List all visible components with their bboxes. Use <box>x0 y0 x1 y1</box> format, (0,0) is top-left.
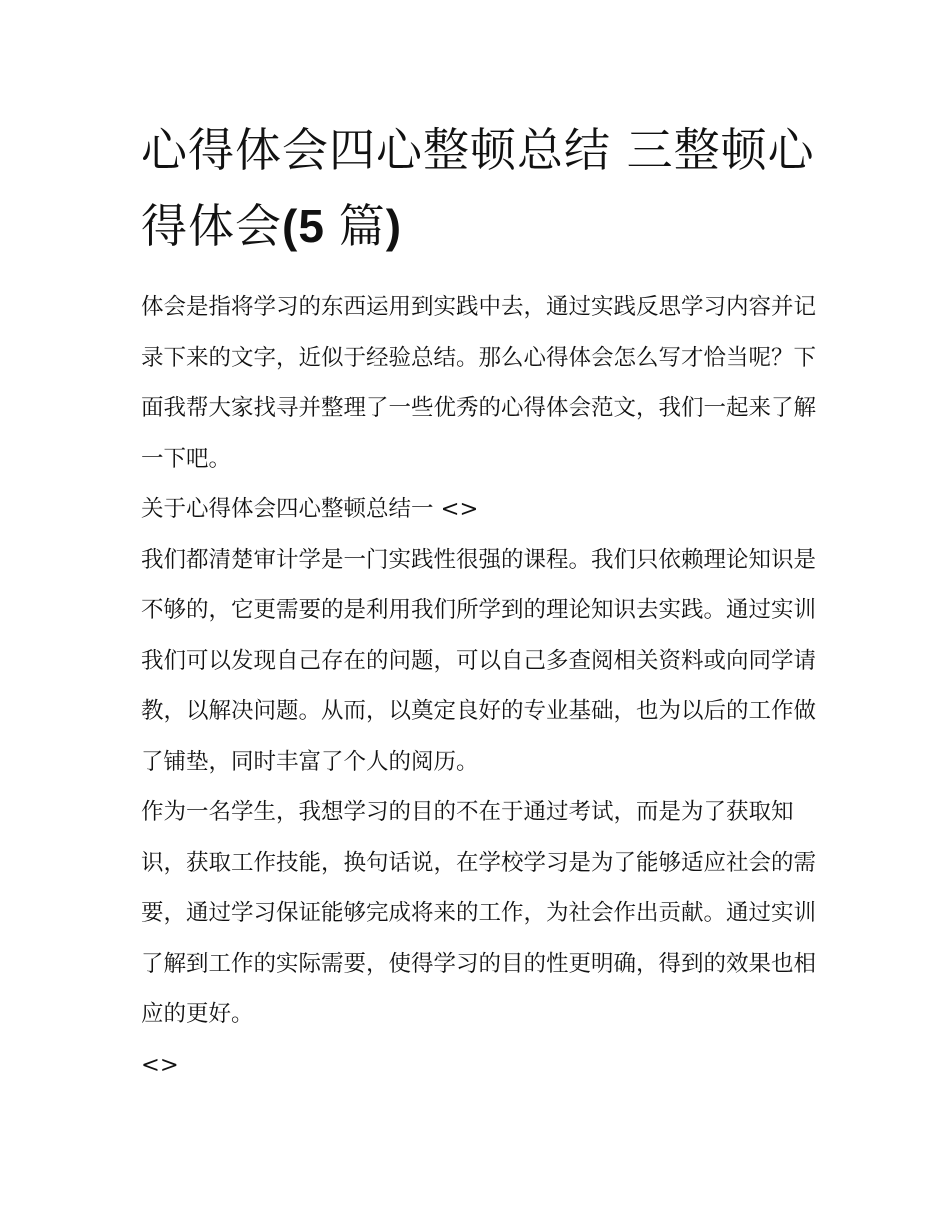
document-title <box>141 112 821 264</box>
title-count-open: (5 <box>282 200 339 252</box>
body-paragraph-2: 作为一名学生，我想学习的目的不在于通过考试，而是为了获取知识，获取工作技能，换句话说，在学校学习是为了能够适应社会的需要，通过学习保证能够完成将来的工作，为社会作出贡献。通过实训了解到工作的实际需要，使得学习的目的性更明确，得到的效果也相应的更好。 <box>141 799 817 1027</box>
document-page <box>141 112 821 1090</box>
title-text-cn: 心得体会四心整顿总结 三整顿心得体会 <box>141 123 815 253</box>
section-marker: <> <box>141 1051 179 1078</box>
intro-paragraph: 体会是指将学习的东西运用到实践中去，通过实践反思学习内容并记录下来的文字，近似于经验总结。那么心得体会怎么写才恰当呢？下面我帮大家找寻并整理了一些优秀的心得体会范文，我们一起来了解一下吧。 <box>141 294 817 472</box>
section-heading: 关于心得体会四心整顿总结一 <> <box>141 496 479 522</box>
title-text-pian: 篇 <box>338 199 386 253</box>
title-count-close: ) <box>385 200 403 252</box>
document-body <box>141 282 821 1090</box>
body-paragraph-1: 我们都清楚审计学是一门实践性很强的课程。我们只依赖理论知识是不够的，它更需要的是利用我们所学到的理论知识去实践。通过实训我们可以发现自己存在的问题，可以自己多查阅相关资料或向同学请教，以解决问题。从而，以奠定良好的专业基础，也为以后的工作做了铺垫，同时丰富了个人的阅历。 <box>141 546 817 775</box>
